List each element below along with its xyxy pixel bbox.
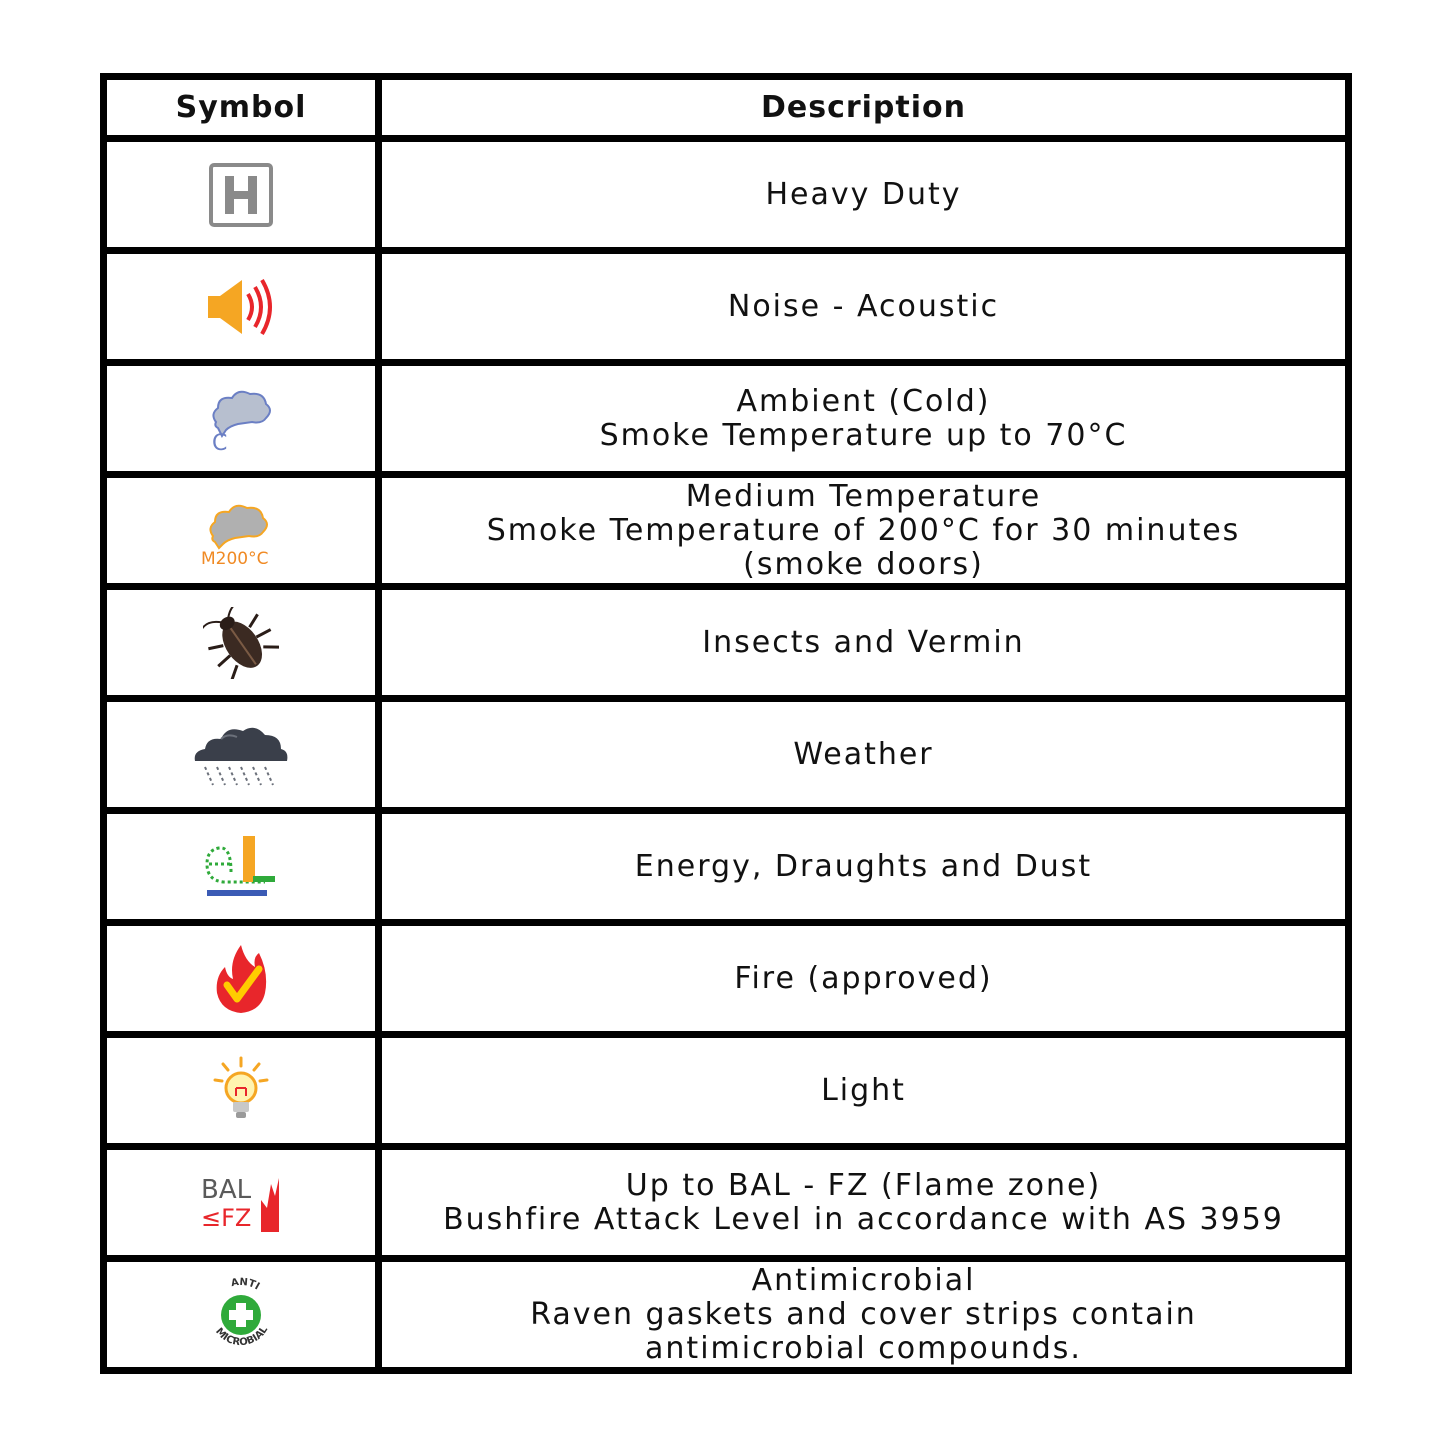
- symbol-cell: [104, 587, 379, 699]
- speaker-sound-icon: [206, 274, 276, 340]
- description-cell: [379, 1035, 1349, 1147]
- description-line: Antimicrobial: [751, 1262, 976, 1298]
- light-bulb-icon: [211, 1056, 271, 1126]
- fire-check-icon: [211, 943, 271, 1015]
- cold-smoke-icon: [208, 384, 274, 454]
- icon-label: ≤FZ: [201, 1203, 252, 1232]
- header-symbol: Symbol: [104, 77, 379, 139]
- description-line: Bushfire Attack Level in accordance with AS 3959: [443, 1201, 1284, 1237]
- table-row: [104, 923, 1349, 1035]
- table-row: [104, 1035, 1349, 1147]
- description-cell: [379, 251, 1349, 363]
- description-cell: [379, 139, 1349, 251]
- antimicrobial-icon: [201, 1275, 281, 1355]
- icon-label: M200°C: [201, 548, 269, 566]
- symbol-cell: [104, 475, 379, 587]
- icon-label: ANTI MICROBIAL: [213, 1276, 271, 1348]
- table-row: [104, 1259, 1349, 1371]
- description-line: Weather: [793, 736, 934, 772]
- description-line: Up to BAL - FZ (Flame zone): [625, 1167, 1102, 1203]
- description-cell: [379, 1259, 1349, 1371]
- table-row: [104, 363, 1349, 475]
- description-cell: [379, 811, 1349, 923]
- description-cell: [379, 587, 1349, 699]
- description-line: Fire (approved): [734, 960, 993, 996]
- table-row: [104, 811, 1349, 923]
- table-row: [104, 1147, 1349, 1259]
- cockroach-icon: [203, 607, 279, 679]
- symbol-table: [100, 73, 1352, 1374]
- symbol-cell: [104, 1147, 379, 1259]
- bal-flame-zone-icon: [199, 1170, 283, 1236]
- symbol-cell: [104, 699, 379, 811]
- energy-seal-icon: [203, 832, 279, 902]
- medium-smoke-icon: [201, 496, 281, 566]
- table-row: [104, 139, 1349, 251]
- rain-cloud-icon: [191, 719, 291, 791]
- description-line: Medium Temperature: [685, 478, 1042, 514]
- symbol-cell: [104, 1259, 379, 1371]
- description-line: Energy, Draughts and Dust: [634, 848, 1093, 884]
- table-row: [104, 251, 1349, 363]
- symbol-cell: [104, 363, 379, 475]
- description-line: Insects and Vermin: [702, 624, 1025, 660]
- symbol-cell: [104, 923, 379, 1035]
- description-cell: [379, 475, 1349, 587]
- description-cell: [379, 699, 1349, 811]
- description-line: antimicrobial compounds.: [645, 1330, 1082, 1366]
- description-line: Light: [821, 1072, 906, 1108]
- description-line: Raven gaskets and cover strips contain: [530, 1296, 1197, 1332]
- icon-label: BAL: [201, 1174, 252, 1205]
- description-line: Smoke Temperature up to 70°C: [599, 417, 1128, 453]
- symbol-cell: [104, 139, 379, 251]
- symbol-cell: [104, 1035, 379, 1147]
- description-cell: [379, 923, 1349, 1035]
- description-line: Smoke Temperature of 200°C for 30 minutes: [486, 512, 1241, 548]
- description-cell: [379, 363, 1349, 475]
- description-line: (smoke doors): [743, 546, 984, 582]
- symbol-cell: [104, 811, 379, 923]
- description-cell: [379, 1147, 1349, 1259]
- description-line: Ambient (Cold): [736, 383, 991, 419]
- header-description: Description: [379, 77, 1349, 139]
- table-row: [104, 475, 1349, 587]
- header-row: [104, 77, 1349, 139]
- description-line: Noise - Acoustic: [727, 288, 1000, 324]
- symbol-cell: [104, 251, 379, 363]
- table-row: [104, 699, 1349, 811]
- table-row: [104, 587, 1349, 699]
- heavy-duty-icon: [208, 162, 274, 228]
- icon-label: C: [212, 430, 228, 454]
- description-line: Heavy Duty: [765, 176, 962, 212]
